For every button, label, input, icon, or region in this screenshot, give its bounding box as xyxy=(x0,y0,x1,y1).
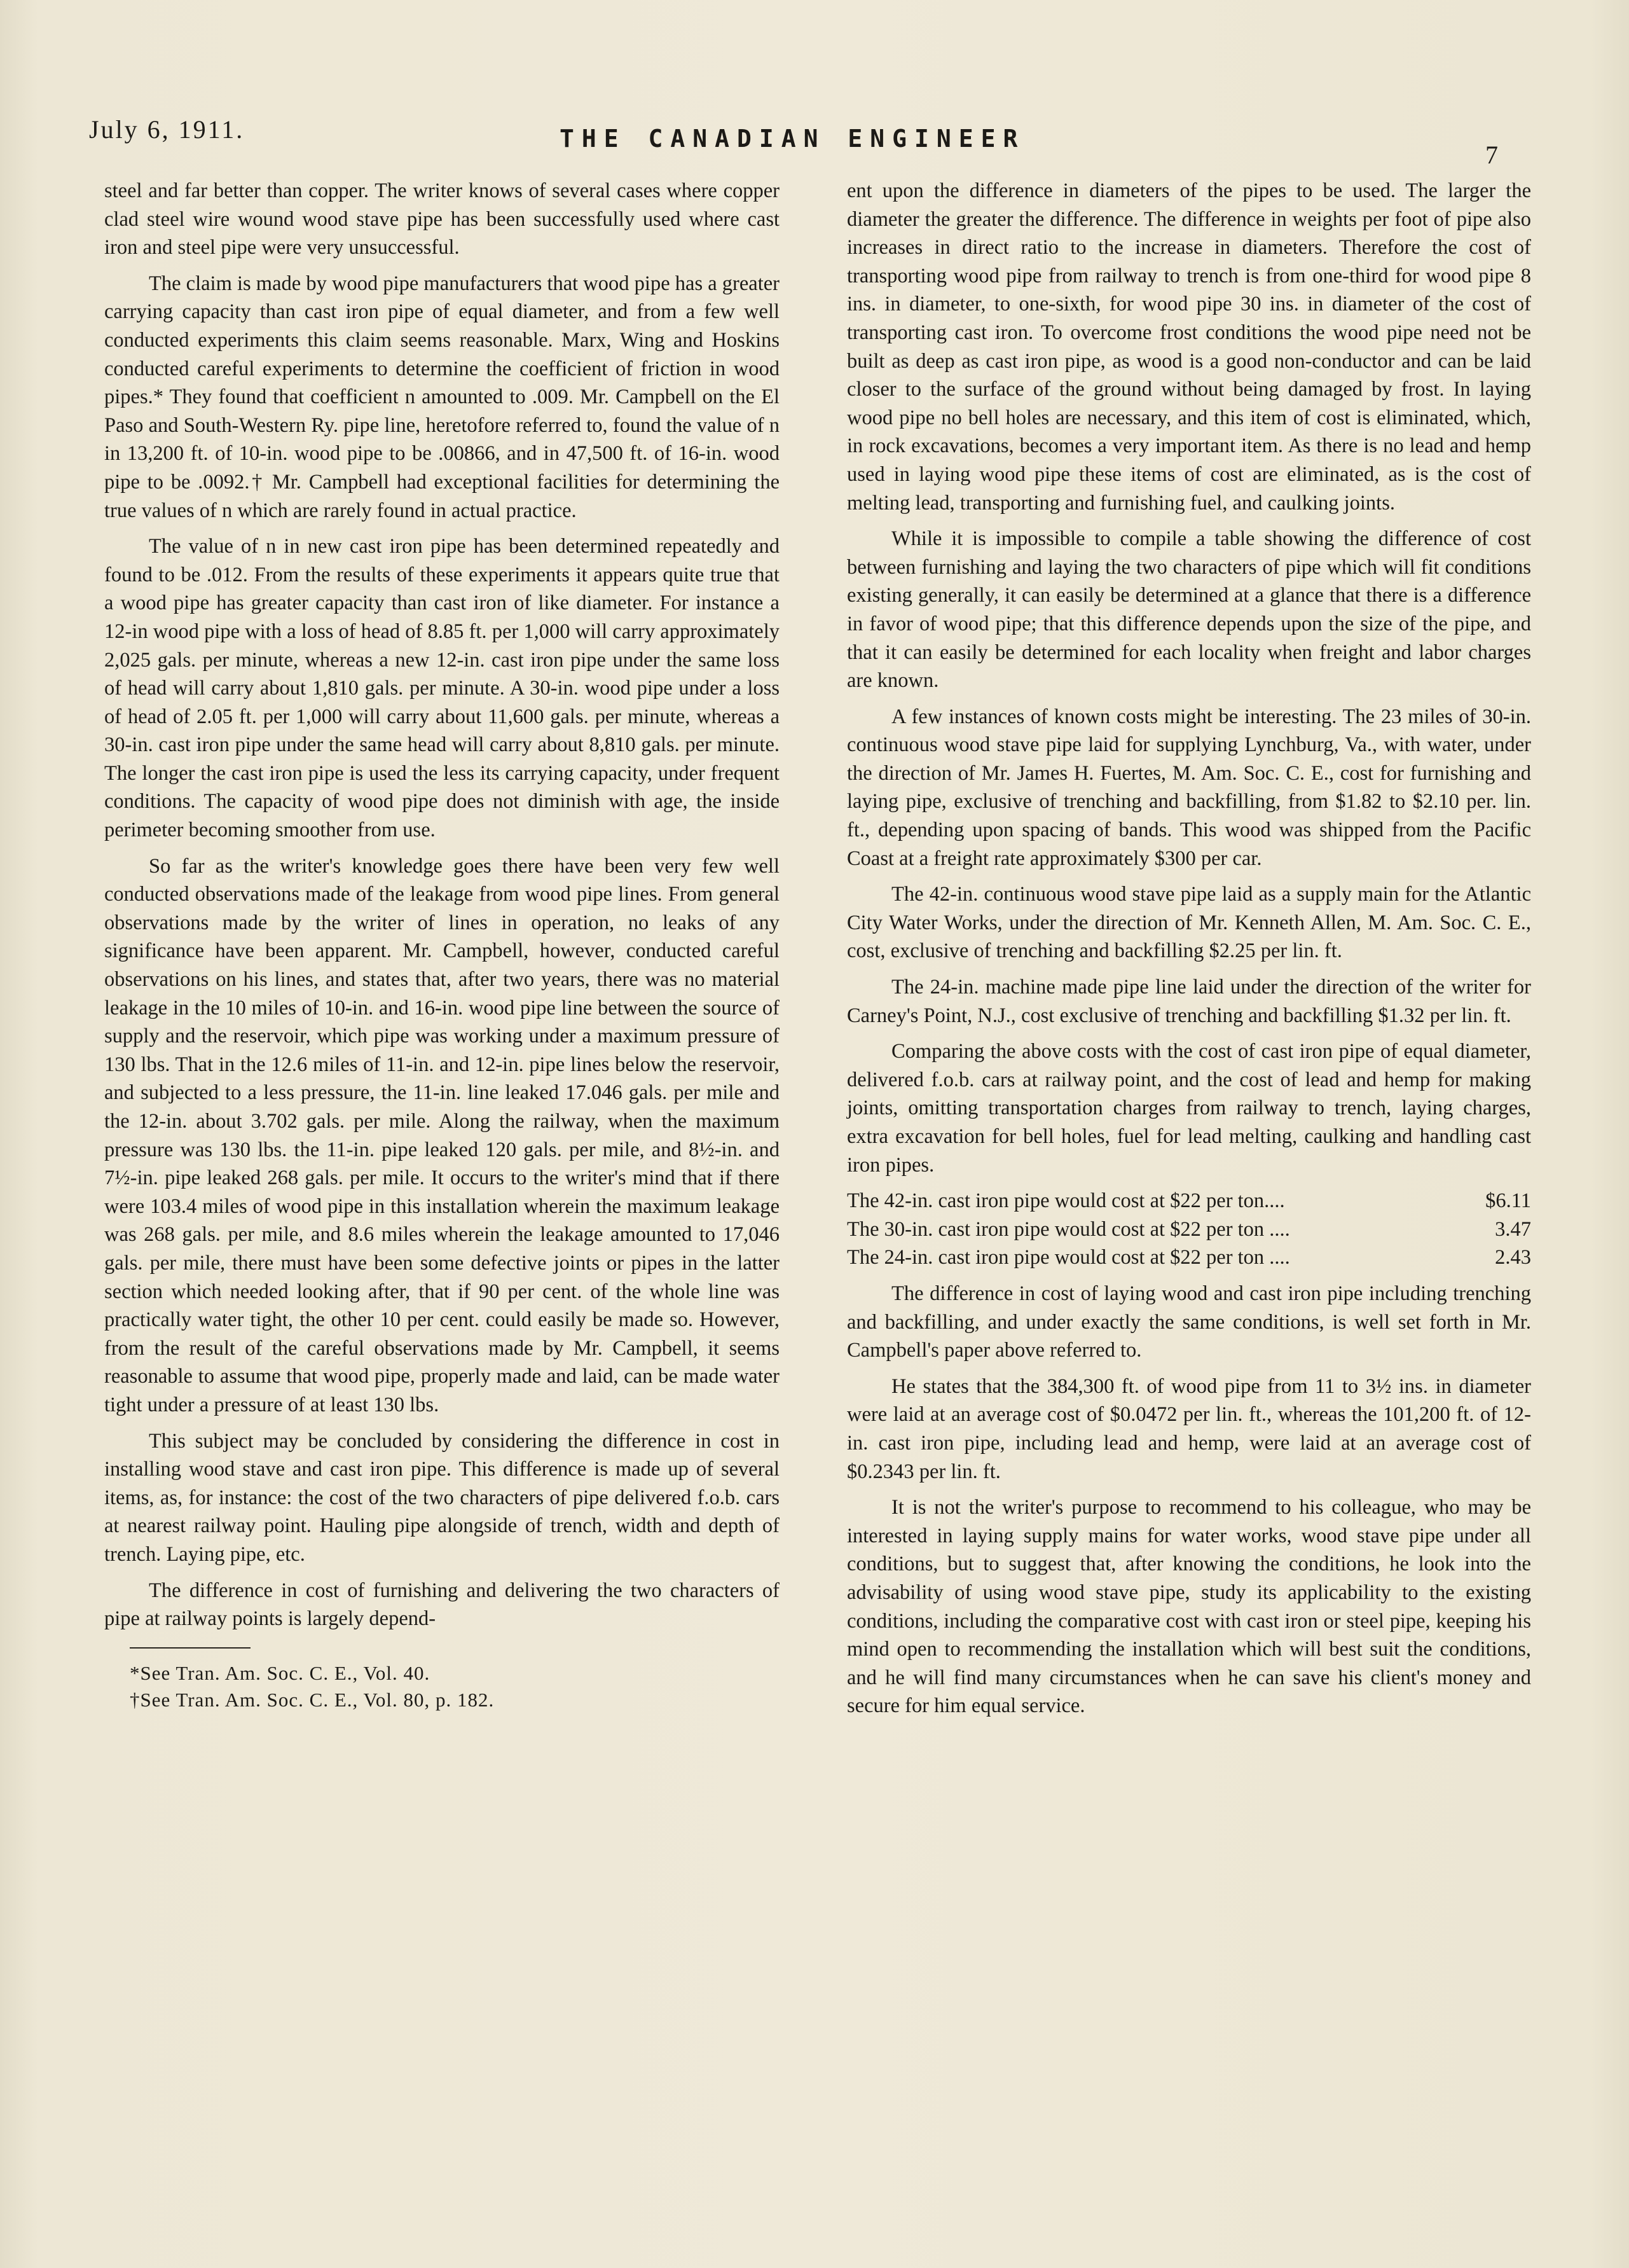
page-number: 7 xyxy=(1485,141,1498,169)
paragraph: A few instances of known costs might be interesting. The 23 miles of 30-in. continuous wood stave pipe laid for supplying Lynchburg, Va., with water, under the direction of Mr. James H. Fuertes, M. Am. Soc. C. E., cost for furnishing and laying pipe, exclusive of trenching and backfilling, from $1.82 to $2.10 per. lin. ft., depending upon spacing of bands. This wood was shipped from the Pacific Coast at a freight rate approximately $300 per car. xyxy=(847,705,1531,870)
paragraph: This subject may be concluded by considering the difference in cost in installing wood stave and cast iron pipe. This difference is made up of several items, as, for instance: the cost of the two characters of pipe delivered f.o.b. cars at nearest railway point. Hauling pipe alongside of trench, width and depth of trench. Laying pipe, etc. xyxy=(104,1429,780,1566)
cost-line xyxy=(847,1187,1531,1215)
footnote: †See Tran. Am. Soc. C. E., Vol. 80, p. 182. xyxy=(130,1688,495,1711)
paragraph: Comparing the above costs with the cost of cast iron pipe of equal diameter, delivered f.o.b. cars at railway point, and the cost of lead and hemp for making joints, omitting transportation charges from railway to trench, laying charges, extra excavation for bell holes, fuel for lead melting, caulking and handling cast iron pipes. xyxy=(847,1040,1531,1177)
footnote: *See Tran. Am. Soc. C. E., Vol. 40. xyxy=(130,1661,430,1684)
footnotes xyxy=(104,1660,780,1713)
left-column xyxy=(104,177,780,1713)
cost-value: $6.11 xyxy=(1485,1189,1531,1213)
paragraph: It is not the writer's purpose to recommend to his colleague, who may be interested in laying supply mains for water works, wood stave pipe under all conditions, but to suggest that, after knowing the conditions, he look into the advisability of using wood stave pipe, study its applicability to the existing conditions, including the comparative cost with cast iron or steel pipe, keeping his mind open to recommending the installation which will best suit the conditions, and he will find many circumstances when he can save his client's money and secure for him equal service. xyxy=(847,1496,1531,1718)
paragraph: The 42-in. continuous wood stave pipe laid as a supply main for the Atlantic City Water Works, under the direction of Mr. Kenneth Allen, M. Am. Soc. C. E., cost, exclusive of trenching and backfilling $2.25 per lin. ft. xyxy=(847,883,1531,963)
cost-value: 2.43 xyxy=(1495,1246,1531,1269)
paragraph: The difference in cost of furnishing and delivering the two characters of pipe at railway points is largely depend- xyxy=(104,1579,780,1631)
paragraph: The difference in cost of laying wood and cast iron pipe including trenching and backfilling, and under exactly the same conditions, is well set forth in Mr. Campbell's paper above referred to. xyxy=(847,1282,1531,1362)
cost-label: The 24-in. cast iron pipe would cost at $22 per ton .... xyxy=(847,1246,1290,1269)
right-column xyxy=(847,177,1531,1728)
footnote-divider xyxy=(130,1647,251,1649)
cost-label: The 30-in. cast iron pipe would cost at $22 per ton .... xyxy=(847,1217,1290,1241)
cost-label: The 42-in. cast iron pipe would cost at $22 per ton.... xyxy=(847,1189,1285,1213)
paragraph: The 24-in. machine made pipe line laid under the direction of the writer for Carney's Point, N.J., cost exclusive of trenching and backfilling $1.32 per lin. ft. xyxy=(847,976,1531,1027)
paragraph: While it is impossible to compile a table showing the difference of cost between furnishing and laying the two characters of pipe which will fit conditions existing generally, it can easily be determined at a glance that there is a difference in favor of wood pipe; that this difference depends upon the size of the pipe, and that it can easily be determined for each locality when freight and labor charges are known. xyxy=(847,527,1531,693)
paragraph: The claim is made by wood pipe manufacturers that wood pipe has a greater carrying capacity than cast iron pipe of equal diameter, and from a few well conducted experiments this claim seems reasonable. Marx, Wing and Hoskins conducted careful experiments to determine the coefficient of friction in wood pipes.* They found that coefficient n amounted to .009. Mr. Campbell on the El Paso and South-Western Ry. pipe line, heretofore referred to, found the value of n in 13,200 ft. of 10-in. wood pipe to be .00866, and in 47,500 ft. of 16-in. wood pipe to be .0092.† Mr. Campbell had exceptional facilities for determining the true values of n which are rarely found in actual practice. xyxy=(104,272,780,522)
cost-line xyxy=(847,1243,1531,1272)
issue-date: July 6, 1911. xyxy=(89,115,245,144)
paragraph: So far as the writer's knowledge goes there have been very few well conducted observations made of the leakage from wood pipe lines. From general observations made by the writer of lines in operation, no leaks of any significance have been apparent. Mr. Campbell, however, conducted careful observations on his lines, and states that, after two years, there was no material leakage in the 10 miles of 10-in. and 16-in. wood pipe line between the source of supply and the reservoir, which pipe was working under a maximum pressure of 130 lbs. That in the 12.6 miles of 11-in. and 12-in. pipe lines below the reservoir, and subjected to a less pressure, the 11-in. line leaked 17.046 gals. per mile and the 12-in. about 3.702 gals. per mile. Along the railway, when the maximum pressure was 130 lbs. the 11-in. pipe leaked 120 gals. per mile, and 8½-in. and 7½-in. pipe leaked 268 gals. per mile. It occurs to the writer's mind that if there were 103.4 miles of wood pipe in this installation wherein the maximum leakage was 268 gals. per mile, and 8.6 miles wherein the leakage amounted to 17,046 gals. per mile, there must have been some defective joints or pipes in the latter section which needed looking after, that if 90 per cent. of the whole line was practically water tight, the other 10 per cent. could easily be made so. However, from the result of the careful observations made by Mr. Campbell, it seems reasonable to assume that wood pipe, properly made and laid, can be made water tight under a pressure of at least 130 lbs. xyxy=(104,854,780,1416)
paragraph: ent upon the difference in diameters of the pipes to be used. The larger the diameter the greater the difference. The difference in weights per foot of pipe also increases in direct ratio to the increase in diameters. Therefore the cost of transporting wood pipe from railway to trench is from one-third for wood pipe 8 ins. in diameter, to one-sixth, for wood pipe 30 ins. in diameter of the cost of transporting cast iron. To overcome frost conditions the wood pipe need not be built as deep as cast iron pipe, as wood is a good non-conductor and can be laid closer to the surface of the ground without being damaged by frost. In laying wood pipe no bell holes are necessary, and this item of cost is eliminated, which, in rock excavations, becomes a very important item. As there is no lead and hemp used in laying wood pipe these items of cost are eliminated, as is the cost of melting lead, transporting and furnishing fuel, and caulking joints. xyxy=(847,179,1531,515)
page-header xyxy=(89,108,1513,169)
cost-list xyxy=(847,1187,1531,1272)
cost-value: 3.47 xyxy=(1495,1217,1531,1241)
journal-title: THE CANADIAN ENGINEER xyxy=(560,125,1026,153)
paragraph: He states that the 384,300 ft. of wood pipe from 11 to 3½ ins. in diameter were laid at an average cost of $0.0472 per lin. ft., whereas the 101,200 ft. of 12-in. cast iron pipe, including lead and hemp, were laid at an average cost of $0.2343 per lin. ft. xyxy=(847,1374,1531,1483)
paragraph: steel and far better than copper. The writer knows of several cases where copper clad steel wire wound wood stave pipe has been successfully used where cast iron and steel pipe were very unsuccessful. xyxy=(104,179,780,259)
cost-line xyxy=(847,1215,1531,1244)
paragraph: The value of n in new cast iron pipe has been determined repeatedly and found to be .012. From the results of these experiments it appears quite true that a wood pipe has greater capacity than cast iron of like diameter. For instance a 12-in wood pipe with a loss of head of 8.85 ft. per 1,000 will carry approximately 2,025 gals. per minute, whereas a new 12-in. cast iron pipe under the same loss of head will carry about 1,810 gals. per minute. A 30-in. wood pipe under a loss of head of 2.05 ft. per 1,000 will carry about 11,600 gals. per minute, whereas a 30-in. cast iron pipe under the same head will carry about 8,810 gals. per minute. The longer the cast iron pipe is used the less its carrying capacity, under frequent conditions. The capacity of wood pipe does not diminish with age, the inside perimeter becoming smoother from use. xyxy=(104,535,780,842)
